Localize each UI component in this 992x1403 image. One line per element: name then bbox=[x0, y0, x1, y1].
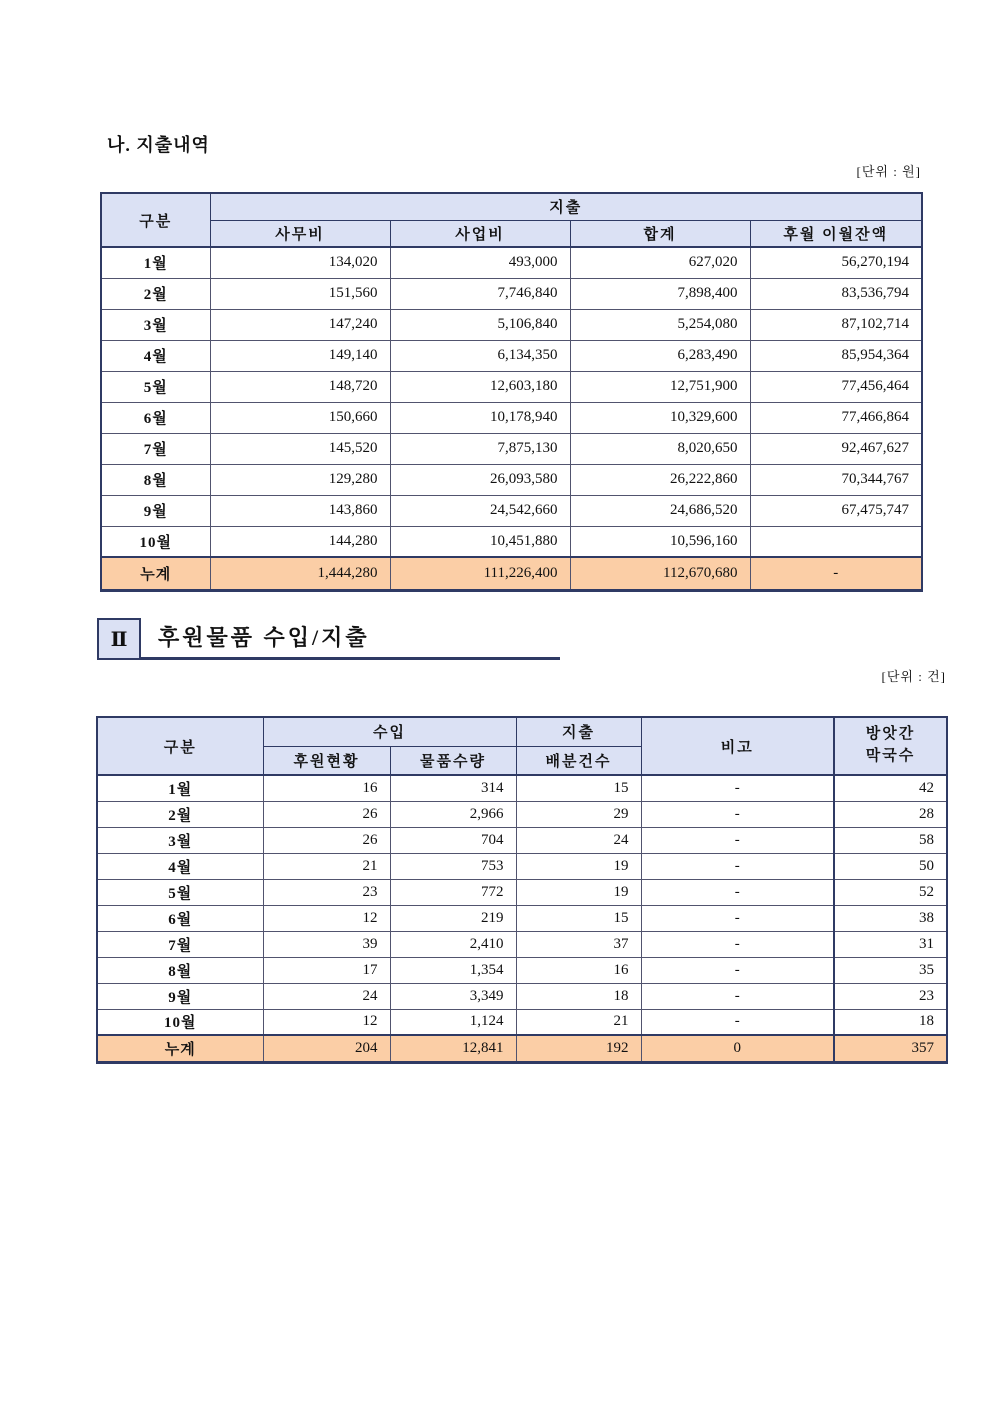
table-row bbox=[97, 931, 947, 957]
table-row bbox=[97, 879, 947, 905]
value-cell: 12,603,180 bbox=[390, 371, 570, 402]
table-row bbox=[101, 247, 922, 278]
table-row bbox=[97, 827, 947, 853]
value-cell: 10,329,600 bbox=[570, 402, 750, 433]
value-cell: 148,720 bbox=[210, 371, 390, 402]
value-cell: 26 bbox=[263, 827, 390, 853]
total-value-cell: - bbox=[750, 557, 922, 590]
table1-unit-label: [단위 : 원] bbox=[856, 164, 921, 179]
value-cell: 77,466,864 bbox=[750, 402, 922, 433]
table1-header-gubun: 구분 bbox=[101, 193, 210, 247]
value-cell: 24 bbox=[263, 983, 390, 1009]
value-cell: 10,451,880 bbox=[390, 526, 570, 557]
value-cell: 10,596,160 bbox=[570, 526, 750, 557]
month-cell: 9월 bbox=[101, 495, 210, 526]
table-row bbox=[97, 905, 947, 931]
value-cell: 24,542,660 bbox=[390, 495, 570, 526]
month-cell: 5월 bbox=[101, 371, 210, 402]
note-cell: - bbox=[641, 983, 834, 1009]
month-cell: 3월 bbox=[97, 827, 263, 853]
value-cell: 2,966 bbox=[390, 801, 516, 827]
total-value-cell: 12,841 bbox=[390, 1035, 516, 1062]
value-cell: 39 bbox=[263, 931, 390, 957]
table2-header-mill-line1: 방앗간 bbox=[865, 726, 916, 743]
value-cell: 24,686,520 bbox=[570, 495, 750, 526]
section1-title: 나. 지출내역 bbox=[107, 135, 210, 155]
expense-table bbox=[100, 192, 923, 592]
table1-header-sum: 합계 bbox=[570, 220, 750, 247]
table-row bbox=[97, 983, 947, 1009]
month-cell: 9월 bbox=[97, 983, 263, 1009]
table2-header-group-income: 수입 bbox=[263, 717, 516, 746]
table-row bbox=[97, 801, 947, 827]
month-cell: 6월 bbox=[101, 402, 210, 433]
value-cell: 35 bbox=[834, 957, 947, 983]
total-value-cell: 111,226,400 bbox=[390, 557, 570, 590]
table1-header-project-cost: 사업비 bbox=[390, 220, 570, 247]
table2-header-note: 비고 bbox=[641, 717, 834, 775]
total-value-cell: 112,670,680 bbox=[570, 557, 750, 590]
value-cell: 50 bbox=[834, 853, 947, 879]
value-cell: 19 bbox=[516, 879, 641, 905]
value-cell: 70,344,767 bbox=[750, 464, 922, 495]
value-cell: 2,410 bbox=[390, 931, 516, 957]
value-cell: 149,140 bbox=[210, 340, 390, 371]
value-cell: 3,349 bbox=[390, 983, 516, 1009]
value-cell: 145,520 bbox=[210, 433, 390, 464]
value-cell: 56,270,194 bbox=[750, 247, 922, 278]
value-cell: 143,860 bbox=[210, 495, 390, 526]
value-cell: 29 bbox=[516, 801, 641, 827]
value-cell: 7,875,130 bbox=[390, 433, 570, 464]
month-cell: 10월 bbox=[97, 1009, 263, 1035]
month-cell: 10월 bbox=[101, 526, 210, 557]
value-cell: 21 bbox=[516, 1009, 641, 1035]
value-cell: 753 bbox=[390, 853, 516, 879]
total-value-cell: 357 bbox=[834, 1035, 947, 1062]
value-cell: 26,093,580 bbox=[390, 464, 570, 495]
table2-header-group-expense: 지출 bbox=[516, 717, 641, 746]
total-value-cell: 192 bbox=[516, 1035, 641, 1062]
month-cell: 7월 bbox=[97, 931, 263, 957]
table2-header-mill-line2: 막국수 bbox=[865, 748, 916, 764]
value-cell: 1,354 bbox=[390, 957, 516, 983]
value-cell: 16 bbox=[516, 957, 641, 983]
month-cell: 8월 bbox=[101, 464, 210, 495]
value-cell: 7,746,840 bbox=[390, 278, 570, 309]
table2-header-donation-status: 후원현황 bbox=[263, 746, 390, 775]
value-cell: 704 bbox=[390, 827, 516, 853]
table-row bbox=[97, 853, 947, 879]
table-row bbox=[101, 526, 922, 557]
value-cell: 18 bbox=[516, 983, 641, 1009]
value-cell: 15 bbox=[516, 775, 641, 801]
table2-header-distribution: 배분건수 bbox=[516, 746, 641, 775]
value-cell: 144,280 bbox=[210, 526, 390, 557]
table-row bbox=[101, 340, 922, 371]
month-cell: 5월 bbox=[97, 879, 263, 905]
table-row bbox=[97, 957, 947, 983]
table-row bbox=[101, 464, 922, 495]
table-row bbox=[101, 433, 922, 464]
value-cell: 129,280 bbox=[210, 464, 390, 495]
table-row bbox=[97, 775, 947, 801]
value-cell: 52 bbox=[834, 879, 947, 905]
value-cell: 26 bbox=[263, 801, 390, 827]
value-cell: 24 bbox=[516, 827, 641, 853]
value-cell: 92,467,627 bbox=[750, 433, 922, 464]
total-row bbox=[97, 1035, 947, 1062]
table-row bbox=[101, 402, 922, 433]
value-cell: 147,240 bbox=[210, 309, 390, 340]
value-cell: 7,898,400 bbox=[570, 278, 750, 309]
table-row bbox=[97, 1009, 947, 1035]
month-cell: 3월 bbox=[101, 309, 210, 340]
value-cell: 23 bbox=[263, 879, 390, 905]
value-cell: 150,660 bbox=[210, 402, 390, 433]
month-cell: 4월 bbox=[101, 340, 210, 371]
value-cell: 85,954,364 bbox=[750, 340, 922, 371]
value-cell: 627,020 bbox=[570, 247, 750, 278]
month-cell: 1월 bbox=[101, 247, 210, 278]
value-cell: 8,020,650 bbox=[570, 433, 750, 464]
table2-unit-label: [단위 : 건] bbox=[881, 669, 946, 684]
table1-header-office-cost: 사무비 bbox=[210, 220, 390, 247]
table2-header-mill bbox=[834, 717, 947, 775]
month-cell: 2월 bbox=[97, 801, 263, 827]
value-cell: 5,106,840 bbox=[390, 309, 570, 340]
note-cell: - bbox=[641, 957, 834, 983]
value-cell: 12 bbox=[263, 905, 390, 931]
value-cell: 18 bbox=[834, 1009, 947, 1035]
total-label-cell: 누계 bbox=[101, 557, 210, 590]
value-cell: 21 bbox=[263, 853, 390, 879]
donation-table bbox=[96, 716, 948, 1064]
note-cell: - bbox=[641, 827, 834, 853]
value-cell: 19 bbox=[516, 853, 641, 879]
value-cell: 134,020 bbox=[210, 247, 390, 278]
value-cell: 6,134,350 bbox=[390, 340, 570, 371]
month-cell: 8월 bbox=[97, 957, 263, 983]
total-row bbox=[101, 557, 922, 590]
value-cell: 15 bbox=[516, 905, 641, 931]
value-cell: 77,456,464 bbox=[750, 371, 922, 402]
table-row bbox=[101, 371, 922, 402]
note-cell: - bbox=[641, 879, 834, 905]
total-label-cell: 누계 bbox=[97, 1035, 263, 1062]
section2-title: 후원물품 수입/지출 bbox=[158, 625, 370, 650]
value-cell: 12 bbox=[263, 1009, 390, 1035]
month-cell: 1월 bbox=[97, 775, 263, 801]
value-cell: 26,222,860 bbox=[570, 464, 750, 495]
table2-header-gubun: 구분 bbox=[97, 717, 263, 775]
value-cell: 87,102,714 bbox=[750, 309, 922, 340]
table1-header-group-expense: 지출 bbox=[210, 193, 922, 220]
section2-underline bbox=[141, 657, 560, 660]
section2-number-box bbox=[97, 618, 141, 660]
table-row bbox=[101, 309, 922, 340]
total-value-cell: 1,444,280 bbox=[210, 557, 390, 590]
table-row bbox=[101, 495, 922, 526]
total-note-cell: 0 bbox=[641, 1035, 834, 1062]
table2-header-item-qty: 물품수량 bbox=[390, 746, 516, 775]
month-cell: 7월 bbox=[101, 433, 210, 464]
note-cell: - bbox=[641, 853, 834, 879]
value-cell: 10,178,940 bbox=[390, 402, 570, 433]
total-value-cell: 204 bbox=[263, 1035, 390, 1062]
value-cell: 314 bbox=[390, 775, 516, 801]
value-cell: 28 bbox=[834, 801, 947, 827]
value-cell: 23 bbox=[834, 983, 947, 1009]
month-cell: 6월 bbox=[97, 905, 263, 931]
value-cell: 12,751,900 bbox=[570, 371, 750, 402]
month-cell: 2월 bbox=[101, 278, 210, 309]
value-cell: 5,254,080 bbox=[570, 309, 750, 340]
value-cell: 219 bbox=[390, 905, 516, 931]
value-cell: 6,283,490 bbox=[570, 340, 750, 371]
table1-header-carryover: 후월 이월잔액 bbox=[750, 220, 922, 247]
value-cell: 17 bbox=[263, 957, 390, 983]
value-cell: 772 bbox=[390, 879, 516, 905]
value-cell: 1,124 bbox=[390, 1009, 516, 1035]
value-cell: 493,000 bbox=[390, 247, 570, 278]
value-cell: 42 bbox=[834, 775, 947, 801]
value-cell bbox=[750, 526, 922, 557]
note-cell: - bbox=[641, 905, 834, 931]
note-cell: - bbox=[641, 1009, 834, 1035]
month-cell: 4월 bbox=[97, 853, 263, 879]
value-cell: 38 bbox=[834, 905, 947, 931]
value-cell: 16 bbox=[263, 775, 390, 801]
value-cell: 37 bbox=[516, 931, 641, 957]
value-cell: 31 bbox=[834, 931, 947, 957]
value-cell: 58 bbox=[834, 827, 947, 853]
value-cell: 67,475,747 bbox=[750, 495, 922, 526]
table-row bbox=[101, 278, 922, 309]
note-cell: - bbox=[641, 801, 834, 827]
value-cell: 151,560 bbox=[210, 278, 390, 309]
note-cell: - bbox=[641, 931, 834, 957]
value-cell: 83,536,794 bbox=[750, 278, 922, 309]
section2-number: Ⅱ bbox=[110, 628, 128, 651]
note-cell: - bbox=[641, 775, 834, 801]
